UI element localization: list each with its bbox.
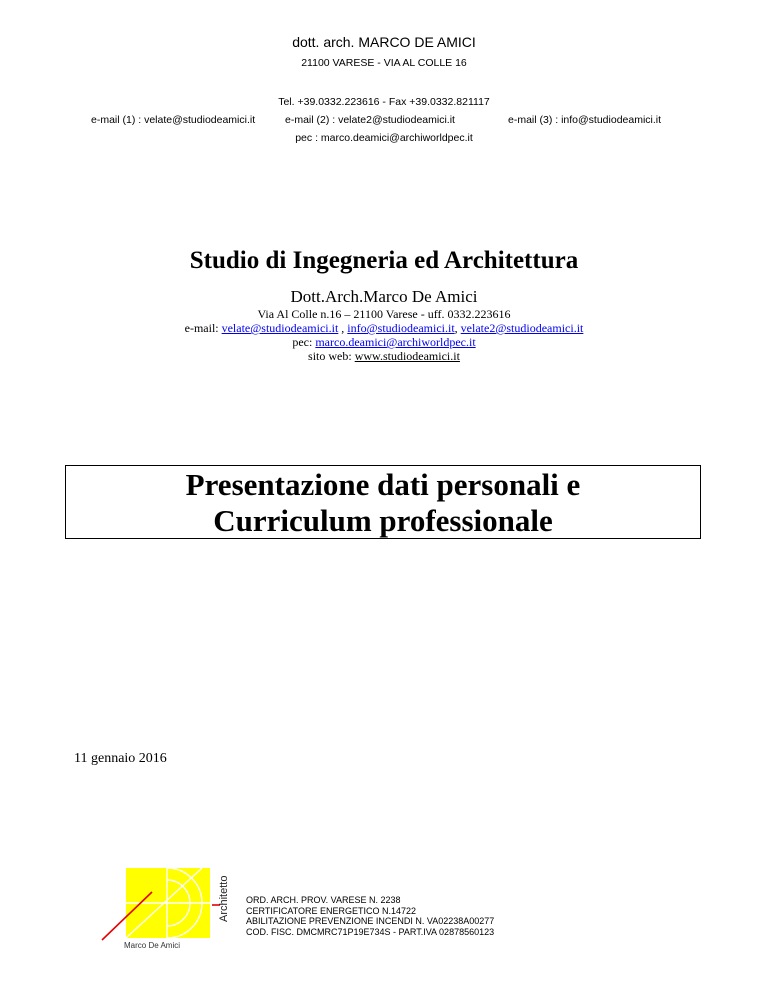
email-link-velate2[interactable]: velate2@studiodeamici.it	[460, 321, 584, 335]
architect-logo	[84, 862, 234, 952]
document-title-box	[65, 465, 701, 539]
letterhead-address: 21100 VARESE - VIA AL COLLE 16	[301, 57, 467, 69]
pec-link[interactable]: marco.deamici@archiworldpec.it	[315, 335, 476, 349]
document-title-line-2: Curriculum professionale	[213, 503, 553, 538]
studio-pec	[0, 335, 768, 350]
registration-fire-prevention: ABILITAZIONE PREVENZIONE INCENDI N. VA02238A00277	[246, 916, 495, 926]
letterhead-email-1: e-mail (1) : velate@studiodeamici.it	[91, 114, 256, 126]
registration-energy-certifier: CERTIFICATORE ENERGETICO N.14722	[246, 905, 417, 916]
studio-pec-label: pec:	[292, 335, 316, 349]
studio-website	[0, 349, 768, 364]
registration-tax-codes: COD. FISC. DMCMRC71P19E734S - PART.IVA 02878560123	[246, 926, 495, 937]
letterhead-phone-fax: Tel. +39.0332.223616 - Fax +39.0332.821117	[278, 96, 490, 108]
email-link-velate[interactable]: velate@studiodeamici.it	[221, 321, 339, 335]
studio-emails	[0, 321, 768, 336]
registration-order: ORD. ARCH. PROV. VARESE N. 2238	[246, 895, 401, 905]
studio-title: Studio di Ingegneria ed Architettura	[189, 247, 579, 274]
letterhead-name: dott. arch. MARCO DE AMICI	[292, 34, 476, 50]
email-link-info[interactable]: info@studiodeamici.it	[347, 321, 455, 335]
logo-caption: Marco De Amici	[124, 941, 181, 950]
logo-vertical-text: Architetto	[218, 875, 230, 922]
website-link[interactable]: www.studiodeamici.it	[354, 349, 460, 363]
studio-email-label: e-mail:	[184, 321, 222, 335]
letterhead-email-2: e-mail (2) : velate2@studiodeamici.it	[285, 114, 455, 126]
separator: ,	[338, 321, 348, 335]
letterhead-pec: pec : marco.deamici@archiworldpec.it	[295, 132, 473, 144]
studio-web-label: sito web:	[308, 349, 355, 363]
registration-info	[246, 895, 494, 937]
studio-name: Dott.Arch.Marco De Amici	[290, 287, 478, 306]
separator: ,	[454, 321, 461, 335]
studio-address: Via Al Colle n.16 – 21100 Varese - uff. 0332.223616	[257, 307, 511, 321]
document-date: 11 gennaio 2016	[74, 751, 167, 766]
letterhead-email-3: e-mail (3) : info@studiodeamici.it	[508, 114, 662, 126]
document-title-line-1: Presentazione dati personali e	[185, 467, 581, 502]
